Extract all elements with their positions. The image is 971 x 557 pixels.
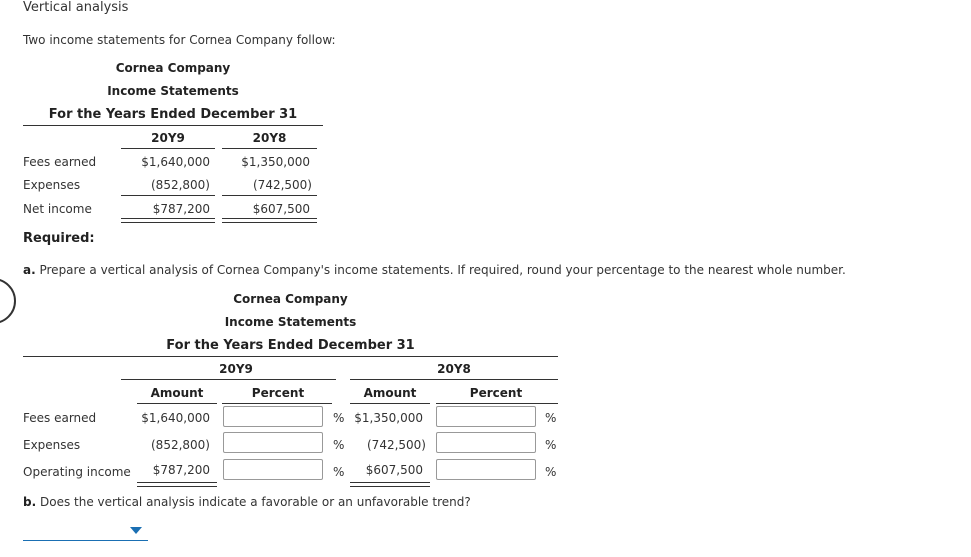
page-title: Vertical analysis	[23, 0, 129, 15]
part-b-prompt: b. Does the vertical analysis indicate a favorable or an unfavorable trend?	[23, 495, 471, 509]
trend-dropdown[interactable]	[23, 523, 148, 541]
cursor-circle-marker	[0, 278, 16, 324]
required-label: Required:	[23, 231, 95, 246]
statement1-company: Cornea Company	[115, 61, 231, 75]
percent-input-fees-20y9[interactable]	[223, 406, 323, 427]
statement2-year-20y9: 20Y9	[219, 362, 253, 376]
statement2-company: Cornea Company	[233, 292, 348, 306]
statement1-col-20y9: 20Y9	[151, 131, 185, 145]
header-percent-20y8: Percent	[469, 386, 523, 400]
percent-input-expenses-20y9[interactable]	[223, 432, 323, 453]
statement2-period: For the Years Ended December 31	[166, 338, 415, 353]
percent-input-operating-20y8[interactable]	[436, 459, 536, 480]
statement1-period: For the Years Ended December 31	[48, 107, 298, 122]
intro-text: Two income statements for Cornea Company follow:	[23, 33, 336, 47]
percent-input-operating-20y9[interactable]	[223, 459, 323, 480]
statement1-col-20y8: 20Y8	[252, 131, 287, 145]
chevron-down-icon	[130, 527, 142, 534]
header-amount-20y9: Amount	[150, 386, 204, 400]
header-percent-20y9: Percent	[251, 386, 305, 400]
statement1-title: Income Statements	[107, 84, 239, 98]
part-a-prompt: a. Prepare a vertical analysis of Cornea Company's income statements. If required, round your percentage to the nearest whole number.	[23, 263, 846, 277]
percent-input-expenses-20y8[interactable]	[436, 432, 536, 453]
percent-input-fees-20y8[interactable]	[436, 406, 536, 427]
statement2-year-20y8: 20Y8	[437, 362, 471, 376]
header-amount-20y8: Amount	[363, 386, 417, 400]
statement2-title: Income Statements	[224, 315, 357, 329]
